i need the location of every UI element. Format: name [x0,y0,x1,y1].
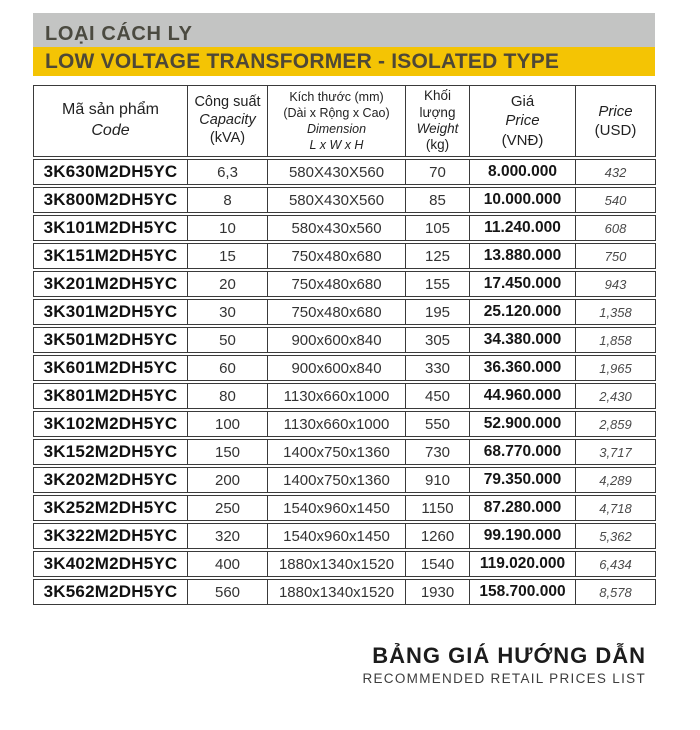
cell-dimension: 750x480x680 [268,299,406,325]
cell-capacity: 150 [188,439,268,465]
cell-capacity: 100 [188,411,268,437]
cell-dimension: 1400x750x1360 [268,439,406,465]
table-row [33,439,656,465]
cell-weight: 1540 [406,551,470,577]
cell-price-usd: 4,289 [576,467,656,493]
price-table [33,83,656,607]
col-header-capacity-unit: (kVA) [209,129,246,146]
col-header-weight [406,85,470,157]
table-row [33,159,656,185]
table-header-row [33,85,656,157]
title-vietnamese: LOẠI CÁCH LY [45,23,193,45]
cell-price-usd: 5,362 [576,523,656,549]
cell-capacity: 200 [188,467,268,493]
cell-capacity: 50 [188,327,268,353]
cell-product-code: 3K322M2DH5YC [33,523,188,549]
cell-weight: 450 [406,383,470,409]
cell-price-usd: 750 [576,243,656,269]
cell-price-vnd: 158.700.000 [470,579,576,605]
cell-product-code: 3K402M2DH5YC [33,551,188,577]
col-header-dimension-en: Dimension [306,122,367,136]
col-header-price-vnd [470,85,576,157]
cell-dimension: 750x480x680 [268,271,406,297]
cell-product-code: 3K102M2DH5YC [33,411,188,437]
cell-weight: 1150 [406,495,470,521]
cell-price-vnd: 10.000.000 [470,187,576,213]
table-row [33,467,656,493]
cell-dimension: 580x430x560 [268,215,406,241]
cell-price-usd: 1,965 [576,355,656,381]
cell-capacity: 250 [188,495,268,521]
cell-capacity: 560 [188,579,268,605]
cell-capacity: 8 [188,187,268,213]
col-header-capacity [188,85,268,157]
cell-product-code: 3K152M2DH5YC [33,439,188,465]
cell-dimension: 1540x960x1450 [268,523,406,549]
footer-title-vietnamese: BẢNG GIÁ HƯỚNG DẪN [372,643,646,668]
footer [0,643,700,686]
cell-weight: 730 [406,439,470,465]
cell-weight: 550 [406,411,470,437]
table-row [33,187,656,213]
cell-price-usd: 540 [576,187,656,213]
cell-price-vnd: 68.770.000 [470,439,576,465]
col-header-capacity-en: Capacity [199,112,256,129]
cell-weight: 305 [406,327,470,353]
col-header-price-usd [576,85,656,157]
cell-price-vnd: 36.360.000 [470,355,576,381]
cell-weight: 1260 [406,523,470,549]
cell-product-code: 3K562M2DH5YC [33,579,188,605]
col-header-price-usd-en: Price [598,102,633,120]
cell-capacity: 6,3 [188,159,268,185]
cell-price-vnd: 8.000.000 [470,159,576,185]
table-row [33,243,656,269]
table-row [33,523,656,549]
cell-weight: 330 [406,355,470,381]
col-header-code [33,85,188,157]
table-row [33,327,656,353]
cell-price-vnd: 52.900.000 [470,411,576,437]
col-header-dimension-vi: Kích thước (mm) [289,89,384,104]
cell-price-usd: 608 [576,215,656,241]
table-row [33,411,656,437]
cell-price-vnd: 44.960.000 [470,383,576,409]
col-header-weight-vi: Khối lượng [419,88,456,120]
cell-product-code: 3K800M2DH5YC [33,187,188,213]
footer-subtitle-english: RECOMMENDED RETAIL PRICES LIST [362,671,646,686]
table-row [33,215,656,241]
cell-dimension: 580X430X560 [268,159,406,185]
cell-weight: 70 [406,159,470,185]
cell-capacity: 15 [188,243,268,269]
cell-product-code: 3K252M2DH5YC [33,495,188,521]
cell-product-code: 3K501M2DH5YC [33,327,188,353]
title-english-bar [33,47,655,76]
col-header-price-vnd-vi: Giá [510,92,535,110]
table-row [33,355,656,381]
cell-price-usd: 1,358 [576,299,656,325]
cell-product-code: 3K101M2DH5YC [33,215,188,241]
cell-weight: 910 [406,467,470,493]
cell-dimension: 1400x750x1360 [268,467,406,493]
cell-dimension: 580X430X560 [268,187,406,213]
cell-dimension: 1130x660x1000 [268,383,406,409]
cell-product-code: 3K202M2DH5YC [33,467,188,493]
cell-product-code: 3K601M2DH5YC [33,355,188,381]
col-header-capacity-vi: Công suất [194,94,261,111]
cell-weight: 125 [406,243,470,269]
col-header-price-vnd-unit: (VNĐ) [501,131,544,149]
cell-price-usd: 6,434 [576,551,656,577]
cell-capacity: 320 [188,523,268,549]
col-header-weight-unit: (kg) [425,137,450,153]
cell-product-code: 3K801M2DH5YC [33,383,188,409]
cell-price-usd: 432 [576,159,656,185]
col-header-code-vi: Mã sản phẩm [62,101,159,119]
cell-price-usd: 943 [576,271,656,297]
col-header-price-vnd-en: Price [505,112,540,130]
cell-price-usd: 4,718 [576,495,656,521]
cell-price-usd: 3,717 [576,439,656,465]
title-vietnamese-bar [33,13,655,47]
cell-price-usd: 2,859 [576,411,656,437]
cell-price-vnd: 119.020.000 [470,551,576,577]
cell-capacity: 10 [188,215,268,241]
cell-capacity: 30 [188,299,268,325]
cell-weight: 1930 [406,579,470,605]
cell-capacity: 400 [188,551,268,577]
cell-price-usd: 8,578 [576,579,656,605]
cell-dimension: 900x600x840 [268,355,406,381]
cell-price-vnd: 13.880.000 [470,243,576,269]
cell-weight: 155 [406,271,470,297]
cell-dimension: 1540x960x1450 [268,495,406,521]
table-row [33,383,656,409]
cell-price-vnd: 79.350.000 [470,467,576,493]
cell-price-vnd: 11.240.000 [470,215,576,241]
cell-price-vnd: 99.190.000 [470,523,576,549]
title-english: LOW VOLTAGE TRANSFORMER - ISOLATED TYPE [45,49,560,73]
col-header-code-en: Code [91,122,130,139]
cell-dimension: 1880x1340x1520 [268,579,406,605]
cell-capacity: 20 [188,271,268,297]
table-row [33,495,656,521]
cell-price-vnd: 25.120.000 [470,299,576,325]
cell-product-code: 3K630M2DH5YC [33,159,188,185]
cell-price-vnd: 34.380.000 [470,327,576,353]
cell-weight: 195 [406,299,470,325]
table-row [33,271,656,297]
col-header-dimension-vi2: (Dài x Rộng x Cao) [283,105,390,120]
col-header-price-usd-unit: (USD) [594,122,637,139]
cell-capacity: 80 [188,383,268,409]
table-row [33,551,656,577]
cell-dimension: 750x480x680 [268,243,406,269]
cell-weight: 85 [406,187,470,213]
cell-product-code: 3K301M2DH5YC [33,299,188,325]
col-header-dimension-en2: L x W x H [309,138,364,153]
col-header-dimension [268,85,406,157]
cell-dimension: 1130x660x1000 [268,411,406,437]
cell-product-code: 3K151M2DH5YC [33,243,188,269]
cell-price-vnd: 87.280.000 [470,495,576,521]
cell-capacity: 60 [188,355,268,381]
table-row [33,299,656,325]
cell-price-usd: 1,858 [576,327,656,353]
cell-price-vnd: 17.450.000 [470,271,576,297]
cell-price-usd: 2,430 [576,383,656,409]
table-row [33,579,656,605]
col-header-weight-en: Weight [416,121,459,136]
cell-dimension: 1880x1340x1520 [268,551,406,577]
cell-product-code: 3K201M2DH5YC [33,271,188,297]
cell-dimension: 900x600x840 [268,327,406,353]
cell-weight: 105 [406,215,470,241]
